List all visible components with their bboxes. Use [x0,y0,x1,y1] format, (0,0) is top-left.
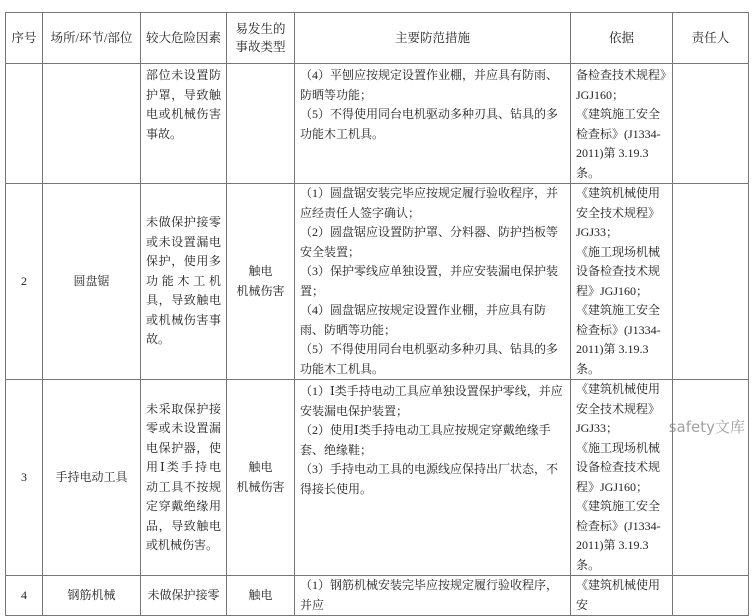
cell-place [43,64,141,184]
cell-basis: 《建筑机械使用安全技术规程》JGJ33； 《施工现场机械设备检查技术规程》JGJ160； 《建筑施工安全检查标》(J1334-2011)第 3.19.3 条。 [571,380,673,576]
header-place: 场所/环节/部位 [43,13,141,64]
header-no: 序号 [6,13,43,64]
hazard-table [5,12,749,616]
watermark: safety文库 [668,418,745,436]
header-basis: 依据 [571,13,673,64]
cell-basis: 备检查技术规程》JGJ160； 《建筑施工安全检查标》(J1334-2011)第 3.19.3 条。 [571,64,673,184]
header-row [6,13,749,64]
header-measures: 主要防范措施 [295,13,571,64]
cell-no: 4 [6,576,43,616]
cell-accident: 触电 机械伤害 [227,184,295,380]
cell-basis: 《建筑机械使用安 [571,576,673,616]
header-hazard: 较大危险因素 [141,13,227,64]
cell-measures: （1）Ⅰ类手持电动工具应单独设置保护零线，并应安装漏电保护装置； （2）使用Ⅰ类手持电动工具应按规定穿戴绝缘手套、绝缘鞋； （3）手持电动工具的电源线应保持出厂状态，不得接长使用。 [295,380,571,576]
header-accident: 易发生的事故类型 [227,13,295,64]
header-person: 责任人 [673,13,749,64]
cell-no [6,64,43,184]
table-row [6,380,749,576]
cell-hazard: 部位未设置防护罩，导致触电或机械伤害事故。 [141,64,227,184]
cell-accident: 触电 [227,576,295,616]
table-row [6,576,749,616]
cell-accident [227,64,295,184]
cell-measures: （4）平刨应按规定设置作业棚，并应具有防雨、防晒等功能； （5）不得使用同台电机驱动多种刃具、钻具的多功能木工机具。 [295,64,571,184]
cell-hazard: 未采取保护接零或未设置漏电保护器，使用Ⅰ类手持电动工具不按规定穿戴绝缘用品，导致触电或机械伤害。 [141,380,227,576]
cell-place: 钢筋机械 [43,576,141,616]
cell-person [673,576,749,616]
cell-measures: （1）圆盘锯安装完毕应按规定履行验收程序，并应经责任人签字确认； （2）圆盘锯应设置防护罩、分料器、防护挡板等安全装置； （3）保护零线应单独设置，并应安装漏电保护装置； （4）圆盘锯应按规定设置作业棚，并应具有防雨、防晒等功能； （5）不得使用同台电机驱动多种刃具、钻具的多功能木工机具。 [295,184,571,380]
cell-hazard: 未做保护接零 [141,576,227,616]
cell-no: 2 [6,184,43,380]
table-row [6,64,749,184]
table-row [6,184,749,380]
cell-measures: （1）钢筋机械安装完毕应按规定履行验收程序，并应 [295,576,571,616]
cell-place: 圆盘锯 [43,184,141,380]
cell-person [673,64,749,184]
cell-accident: 触电 机械伤害 [227,380,295,576]
cell-person [673,380,749,576]
cell-person [673,184,749,380]
cell-no: 3 [6,380,43,576]
cell-place: 手持电动工具 [43,380,141,576]
cell-hazard: 未做保护接零或未设置漏电保护，使用多功能木工机具，导致触电或机械伤害事故。 [141,184,227,380]
cell-basis: 《建筑机械使用安全技术规程》JGJ33； 《施工现场机械设备检查技术规程》JGJ160； 《建筑施工安全检查标》(J1334-2011)第 3.19.3 条。 [571,184,673,380]
